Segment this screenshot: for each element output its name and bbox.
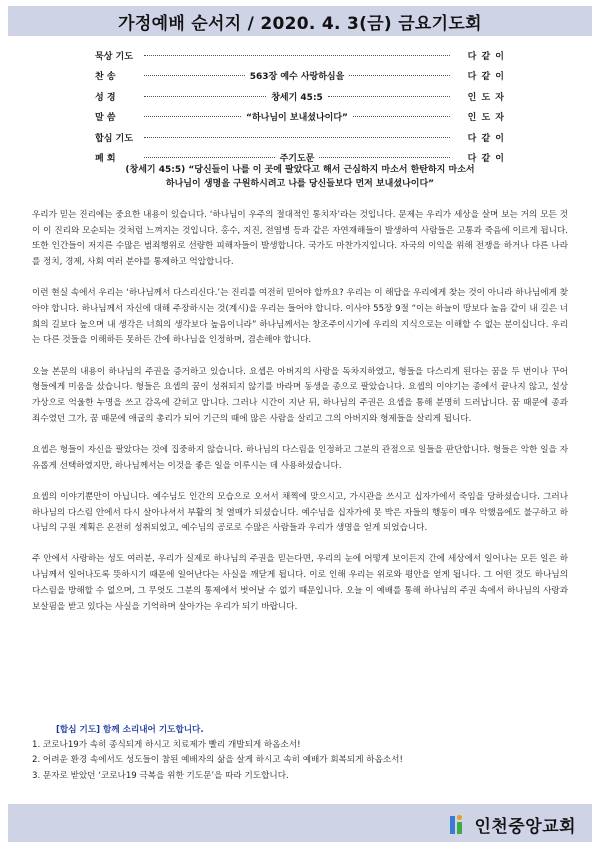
order-who: 다 같 이	[467, 51, 505, 62]
prayer-list	[32, 738, 568, 784]
sermon-paragraph: 요셉은 형들이 자신을 팔았다는 것에 집중하지 않습니다. 하나님의 다스림을 인정하고 그분의 관점으로 일들을 판단합니다. 형들은 악한 일을 자유롭게 선택하였지만, 하나님께서는 이것을 좋은 일을 이루시는 데 사용하셨습니다.	[32, 444, 568, 471]
worship-order	[95, 45, 505, 168]
page-title-banner	[8, 6, 592, 36]
verse-line: 하나님이 생명을 구원하시려고 나를 당신들보다 먼저 보내셨나이다”	[165, 179, 435, 189]
sermon-paragraph: 오늘 본문의 내용이 하나님의 주권을 증거하고 있습니다. 요셉은 아버지의 사랑을 독차지하였고, 형들을 다스리게 된다는 꿈을 두 번이나 꾸어 형들에게 미움을 샀습니다. 형들은 요셉의 꿈이 성취되지 않기를 바라며 동생을 종으로 팔았습니다. 요셉의 이야기는 종에서 끝나지 않고, 설상가상으로 억울한 누명을 쓰고 감옥에 갇히고 맙니다. 그러나 시간이 지난 뒤, 하나님의 주권은 요셉을 통해 분명히 드러납니다. 꿈 때문에 종과 죄수였던 그가, 꿈 때문에 애굽의 총리가 되어 기근의 때에 많은 사람을 살리고 그의 아버지와 형제들을 살리게 됩니다.	[32, 366, 568, 424]
order-content: 563장 예수 사랑하심을	[249, 72, 345, 83]
order-who: 인 도 자	[467, 92, 505, 103]
prayer-item: 1. 코로나19가 속히 종식되게 하시고 치료제가 빨리 개발되게 하옵소서!	[32, 740, 301, 751]
sermon-paragraph: 우리가 믿는 진리에는 중요한 내용이 있습니다. ‘하나님이 우주의 절대적인 통치자’라는 것입니다. 문제는 우리가 세상을 살며 보는 거의 모든 것이 이 진리와 모순되는 것처럼 느껴지는 것입니다. 홍수, 지진, 전염병 등과 같은 자연재해들이 발생하여 사람들은 고통과 죽음에 이르게 됩니다. 또한 인간들이 저지른 수많은 범죄행위로 선량한 피해자들이 발생합니다. 국가도 마찬가지입니다. 자국의 이익을 위해 전쟁을 하거나 다른 나라를 정치, 경제, 사회 여러 분야를 통제하고 억압합니다.	[32, 210, 568, 268]
sermon-paragraph: 이런 현실 속에서 우리는 ‘하나님께서 다스리신다.’는 진리를 여전히 믿어야 할까요? 우리는 이 해답을 우리에게 찾는 것이 아니라 하나님에게 찾아야 합니다. 하나님께서 자신에 대해 주장하시는 것(계시)을 우리는 들어야 합니다. 이사야 55장 9절 “이는 하늘이 땅보다 높음 같이 내 길은 너희의 길보다 높으며 내 생각은 너희의 생각보다 높음이니라” 하나님께서는 창조주이시기에 우리의 지식으로는 이해할 수 없는 분이십니다. 우리는 다른 것들을 이해하든 못하든 간에 하나님을 인정하며, 겸손해야 합니다.	[32, 288, 568, 346]
order-who: 다 같 이	[467, 154, 505, 165]
church-logo	[446, 812, 576, 837]
order-who: 다 같 이	[467, 72, 505, 83]
order-row-meditation	[95, 45, 505, 66]
order-item: 합심 기도	[95, 133, 133, 144]
order-item: 묵상 기도	[95, 51, 133, 62]
church-name: 인천중앙교회	[474, 817, 576, 837]
prayer-item: 2. 어려운 환경 속에서도 성도들이 참된 예배자의 삶을 살게 하시고 속히 예배가 회복되게 하옵소서!	[32, 755, 403, 766]
order-row-sermon	[95, 107, 505, 128]
sermon-paragraph: 주 안에서 사랑하는 성도 여러분, 우리가 실제로 하나님의 주권을 믿는다면, 우리의 눈에 어떻게 보이든지 간에 세상에서 일어나는 모든 일은 하나님께서 일어나도록 뜻하시기 때문에 일어난다는 사실을 깨닫게 됩니다. 이로 인해 우리는 위로와 평안을 얻게 됩니다. 그 어떤 것도 하나님의 다스림을 방해할 수 없으며, 그 무엇도 그분의 통제에서 벗어날 수 없기 때문입니다. 오늘 이 예배를 통해 하나님의 주권 속에서 하나님의 사랑과 보살핌을 받고 있다는 사실을 기억하며 살아가는 우리가 되기 바랍니다.	[32, 554, 568, 612]
prayer-title: [합심 기도] 함께 소리내어 기도합니다.	[56, 725, 204, 735]
page-title: 가정예배 순서지 / 2020. 4. 3(금) 금요기도회	[118, 13, 482, 34]
order-content: 주기도문	[279, 154, 315, 165]
scripture-verse	[90, 163, 510, 191]
order-item: 성 경	[95, 92, 116, 103]
order-content: 창세기 45:5	[271, 92, 323, 103]
footer-banner	[8, 804, 592, 842]
sermon-body	[32, 208, 568, 631]
order-row-hymn	[95, 66, 505, 87]
order-who: 다 같 이	[467, 133, 505, 144]
order-row-prayer	[95, 127, 505, 148]
prayer-item: 3. 문자로 받았던 ‘코로나19 극복을 위한 기도문’을 따라 기도합니다.	[32, 770, 289, 781]
prayer-section	[32, 723, 568, 784]
order-item: 말 씀	[95, 113, 116, 124]
order-item: 찬 송	[95, 72, 116, 83]
order-row-scripture	[95, 86, 505, 107]
order-item: 폐 회	[95, 154, 116, 165]
sermon-paragraph: 요셉의 이야기뿐만이 아닙니다. 예수님도 인간의 모습으로 오셔서 채찍에 맞으시고, 가시관을 쓰시고 십자가에서 죽임을 당하셨습니다. 그러나 하나님의 다스림 안에서 다시 살아나셔서 부활의 첫 열매가 되셨습니다. 예수님을 십자가에 못 박은 자들의 행동이 매우 악했음에도 불구하고 하나님의 구원 계획은 온전히 성취되었고, 예수님의 공로로 수많은 사람들과 우리가 생명을 얻게 되었습니다.	[32, 491, 568, 534]
church-logo-icon	[446, 814, 468, 836]
order-content: “하나님이 보내셨나이다”	[246, 113, 348, 124]
order-who: 인 도 자	[467, 113, 505, 124]
verse-line: (창세기 45:5) “당신들이 나를 이 곳에 팔았다고 해서 근심하지 마소서 한탄하지 마소서	[125, 165, 475, 175]
